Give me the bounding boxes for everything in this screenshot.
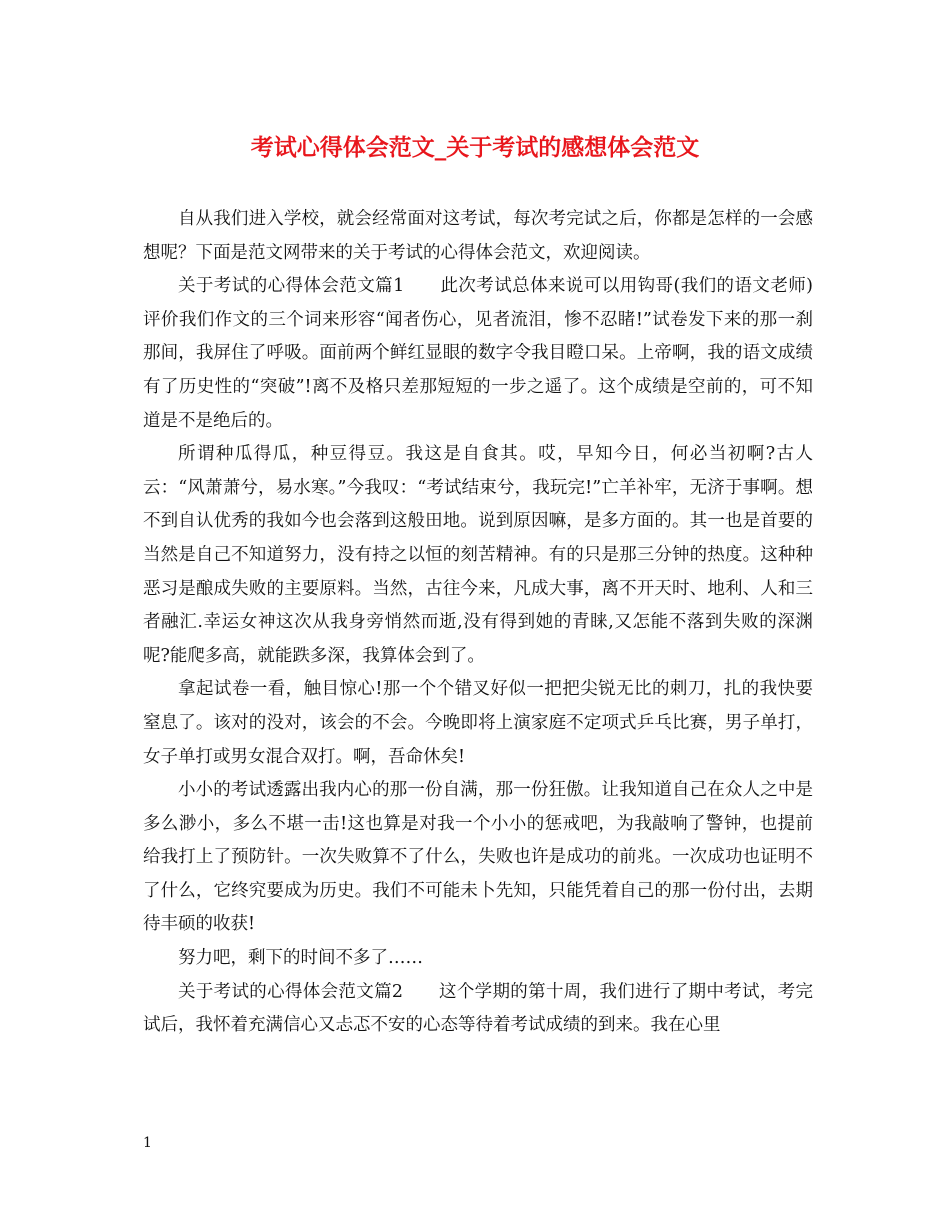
paragraph: 自从我们进入学校，就会经常面对这考试，每次考完试之后，你都是怎样的一会感想呢？下面是范文网带来的关于考试的心得体会范文，欢迎阅读。 xyxy=(143,209,813,263)
paragraph: 关于考试的心得体会范文篇2 这个学期的第十周，我们进行了期中考试，考完试后，我怀着充满信心又忐忑不安的心态等待着考试成绩的到来。我在心里 xyxy=(143,981,813,1036)
document-title: 考试心得体会范文_关于考试的感想体会范文 xyxy=(250,134,700,161)
document-body xyxy=(143,203,813,1043)
paragraph: 努力吧，剩下的时间不多了…… xyxy=(178,948,423,969)
page-number: 1 xyxy=(143,1135,152,1151)
paragraph: 拿起试卷一看，触目惊心!那一个个错叉好似一把把尖锐无比的刺刀，扎的我快要窒息了。该对的没对，该会的不会。今晚即将上演家庭不定项式乒乓比赛，男子单打，女子单打或男女混合双打。啊，吾命休矣! xyxy=(143,679,813,767)
paragraph: 小小的考试透露出我内心的那一份自满，那一份狂傲。让我知道自己在众人之中是多么渺小，多么不堪一击!这也算是对我一个小小的惩戒吧，为我敲响了警钟，也提前给我打上了预防针。一次失败算不了什么，失败也许是成功的前兆。一次成功也证明不了什么，它终究要成为历史。我们不可能未卜先知，只能凭着自己的那一份付出，去期待丰硕的收获! xyxy=(143,780,813,935)
paragraph: 所谓种瓜得瓜，种豆得豆。我这是自食其。哎，早知今日，何必当初啊?古人云：“风萧萧兮，易水寒。”今我叹：“考试结束兮，我玩完!”亡羊补牢，无济于事啊。想不到自认优秀的我如今也会落到这般田地。说到原因嘛，是多方面的。其一也是首要的当然是自己不知道努力，没有持之以恒的刻苦精神。有的只是那三分钟的热度。这种种恶习是酿成失败的主要原料。当然，古往今来，凡成大事，离不开天时、地利、人和三者融汇.幸运女神这次从我身旁悄然而逝,没有得到她的青睐,又怎能不落到失败的深渊呢?能爬多高，就能跌多深，我算体会到了。 xyxy=(143,444,813,666)
paragraph: 关于考试的心得体会范文篇1 此次考试总体来说可以用钩哥(我们的语文老师)评价我们作文的三个词来形容“闻者伤心，见者流泪，惨不忍睹!”试卷发下来的那一刹那间，我屏住了呼吸。面前两个鲜红显眼的数字令我目瞪口呆。上帝啊，我的语文成绩有了历史性的“突破”!离不及格只差那短短的一步之遥了。这个成绩是空前的，可不知道是不是绝后的。 xyxy=(143,276,813,431)
